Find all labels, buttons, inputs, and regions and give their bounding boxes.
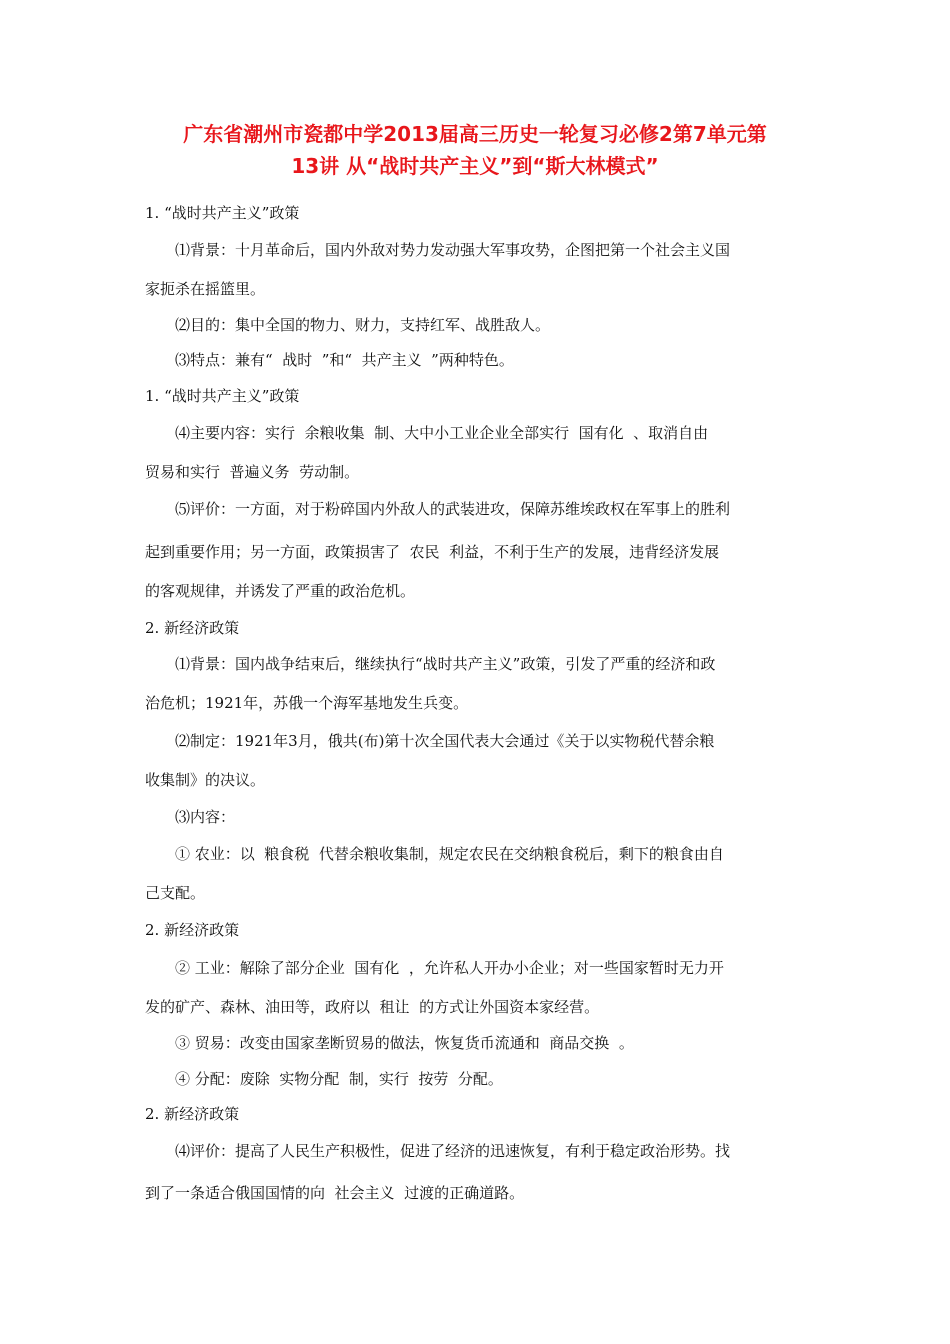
- paragraph-line: ⑴背景：国内战争结束后，继续执行“战时共产主义”政策，引发了严重的经济和政: [175, 655, 716, 673]
- section-heading: 2. 新经济政策: [145, 921, 240, 939]
- paragraph-line: 的客观规律，并诱发了严重的政治危机。: [145, 582, 416, 600]
- paragraph-line: ⑶内容：: [175, 808, 236, 826]
- paragraph-line: 家扼杀在摇篮里。: [145, 280, 266, 298]
- paragraph-line: ⑶特点：兼有“ 战时 ”和“ 共产主义 ”两种特色。: [175, 351, 514, 369]
- paragraph-line: ⑷主要内容：实行 余粮收集 制、大中小工业企业全部实行 国有化 、取消自由: [175, 424, 709, 442]
- paragraph-line: 治危机；1921年，苏俄一个海军基地发生兵变。: [145, 694, 469, 712]
- paragraph-line: ② 工业：解除了部分企业 国有化 ，允许私人开办小企业；对一些国家暂时无力开: [175, 959, 724, 977]
- paragraph-line: 收集制》的决议。: [145, 771, 266, 789]
- document-title-line-1: 广东省潮州市瓷都中学2013届高三历史一轮复习必修2第7单元第: [183, 122, 767, 146]
- paragraph-line: 己支配。: [145, 884, 206, 902]
- section-heading: 1. “战时共产主义”政策: [145, 204, 300, 222]
- section-heading: 2. 新经济政策: [145, 619, 240, 637]
- paragraph-line: 贸易和实行 普遍义务 劳动制。: [145, 463, 360, 481]
- paragraph-line: ⑵目的：集中全国的物力、财力，支持红军、战胜敌人。: [175, 316, 551, 334]
- paragraph-line: ③ 贸易：改变由国家垄断贸易的做法，恢复货币流通和 商品交换 。: [175, 1034, 634, 1052]
- paragraph-line: ⑴背景：十月革命后，国内外敌对势力发动强大军事攻势，企图把第一个社会主义国: [175, 241, 731, 259]
- paragraph-line: ⑷评价：提高了人民生产积极性，促进了经济的迅速恢复，有利于稳定政治形势。找: [175, 1142, 731, 1160]
- paragraph-line: ⑸评价：一方面，对于粉碎国内外敌人的武装进攻，保障苏维埃政权在军事上的胜利: [175, 500, 731, 518]
- paragraph-line: ④ 分配：废除 实物分配 制，实行 按劳 分配。: [175, 1070, 503, 1088]
- paragraph-line: 到了一条适合俄国国情的向 社会主义 过渡的正确道路。: [145, 1184, 525, 1202]
- paragraph-line: 起到重要作用；另一方面，政策损害了 农民 利益，不利于生产的发展，违背经济发展: [145, 543, 720, 561]
- section-heading: 2. 新经济政策: [145, 1105, 240, 1123]
- paragraph-line: ① 农业：以 粮食税 代替余粮收集制，规定农民在交纳粮食税后，剩下的粮食由自: [175, 845, 724, 863]
- paragraph-line: ⑵制定：1921年3月，俄共(布)第十次全国代表大会通过《关于以实物税代替余粮: [175, 732, 715, 750]
- section-heading: 1. “战时共产主义”政策: [145, 387, 300, 405]
- document-title-line-2: 13讲 从“战时共产主义”到“斯大林模式”: [291, 154, 659, 178]
- paragraph-line: 发的矿产、森林、油田等，政府以 租让 的方式让外国资本家经营。: [145, 998, 600, 1016]
